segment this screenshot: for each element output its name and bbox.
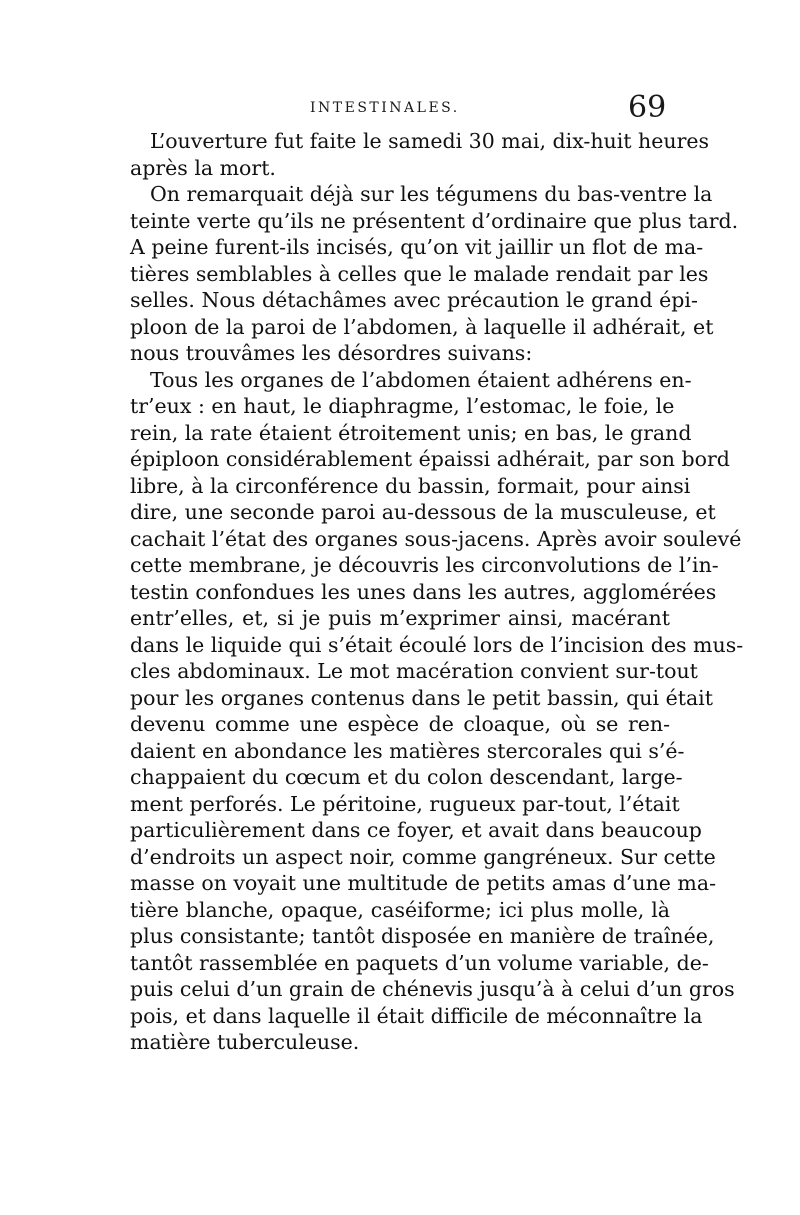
text-line: L’ouverture fut faite le samedi 30 mai, dix-huit heures — [150, 129, 710, 153]
text-line: cachait l’état des organes sous-jacens. Après avoir soulevé — [130, 526, 742, 551]
text-line: chappaient du cœcum et du colon descendant, large- — [130, 765, 683, 789]
text-line: dans le liquide qui s’était écoulé lors de l’incision des mus- — [130, 632, 744, 657]
text-line: tière blanche, opaque, caséiforme; ici plus molle, là — [130, 897, 670, 922]
text-line: On remarquait déjà sur les tégumens du bas-ventre la — [150, 182, 713, 206]
text-line: testin confondues les unes dans les autres, agglomérées — [130, 579, 717, 604]
text-line: plus consistante; tantôt disposée en manière de traînée, — [130, 924, 715, 948]
text-line: pois, et dans laquelle il était difficile de méconnaître la — [130, 1003, 703, 1028]
text-line: ment perforés. Le péritoine, rugueux par-tout, l’était — [130, 791, 680, 816]
text-line: daient en abondance les matières stercorales qui s’é- — [130, 738, 685, 763]
text-line: nous trouvâmes les désordres suivans: — [130, 341, 533, 365]
text-line: tantôt rassemblée en paquets d’un volume variable, de- — [130, 950, 709, 975]
text-line: ploon de la paroi de l’abdomen, à laquelle il adhérait, et — [130, 314, 714, 339]
text-line: libre, à la circonférence du bassin, formait, pour ainsi — [130, 473, 691, 498]
body-text — [130, 128, 744, 1056]
running-head: INTESTINALES. — [310, 100, 460, 116]
text-line: selles. Nous détachâmes avec précaution le grand épi- — [130, 288, 698, 312]
text-line: teinte verte qu’ils ne présentent d’ordinaire que plus tard. — [130, 208, 739, 233]
page-number: 69 — [628, 90, 667, 125]
text-line: rein, la rate étaient étroitement unis; en bas, le grand — [130, 420, 692, 445]
text-line: A peine furent-ils incisés, qu’on vit jaillir un flot de ma- — [130, 235, 704, 259]
text-line: pour les organes contenus dans le petit bassin, qui était — [130, 685, 713, 710]
text-line: tr’eux : en haut, le diaphragme, l’estomac, le foie, le — [130, 394, 675, 418]
text-line: Tous les organes de l’abdomen étaient adhérens en- — [150, 367, 692, 392]
text-line: dire, une seconde paroi au-dessous de la musculeuse, et — [130, 500, 716, 524]
text-line: entr’elles, et, si je puis m’exprimer ainsi, macérant — [130, 606, 670, 630]
text-line: cles abdominaux. Le mot macération convient sur-tout — [130, 659, 698, 683]
text-line: particulièrement dans ce foyer, et avait dans beaucoup — [130, 818, 702, 842]
text-line: épiploon considérablement épaissi adhérait, par son bord — [130, 447, 730, 471]
text-line: matière tuberculeuse. — [130, 1030, 360, 1054]
text-line: puis celui d’un grain de chénevis jusqu’à à celui d’un gros — [130, 977, 735, 1001]
text-line: cette membrane, je découvris les circonvolutions de l’in- — [130, 553, 719, 577]
text-line: masse on voyait une multitude de petits amas d’une ma- — [130, 871, 717, 895]
text-line: devenu comme une espèce de cloaque, où se ren- — [130, 712, 670, 736]
text-line: après la mort. — [130, 155, 276, 180]
text-line: tières semblables à celles que le malade rendait par les — [130, 261, 709, 286]
text-line: d’endroits un aspect noir, comme gangréneux. Sur cette — [130, 844, 716, 869]
